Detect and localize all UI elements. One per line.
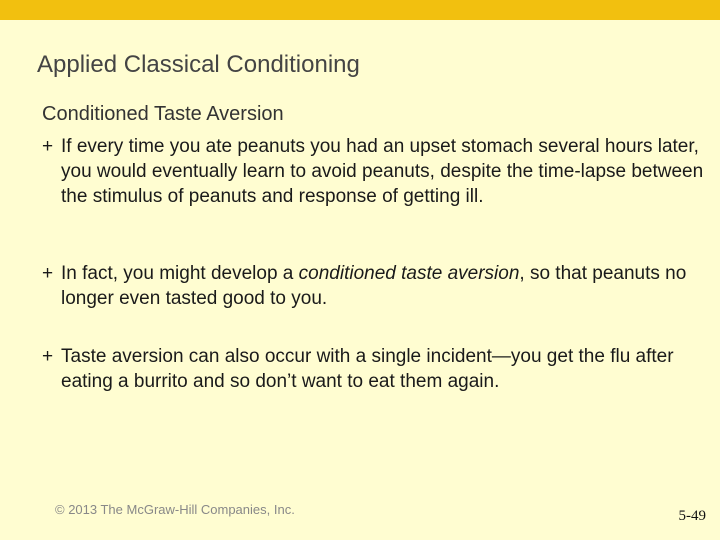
bullet-item — [42, 134, 720, 209]
bullet-text-before: In fact, you might develop a — [61, 263, 299, 284]
slide-subheading: Conditioned Taste Aversion — [42, 103, 284, 125]
bullet-item — [42, 344, 720, 394]
slide-title: Applied Classical Conditioning — [37, 51, 360, 78]
bullet-text: Taste aversion can also occur with a single incident—you get the flu after eating a burrito and so don’t want to eat them again. — [61, 346, 674, 392]
bullet-text: If every time you ate peanuts you had an upset stomach several hours later, you would eventually learn to avoid peanuts, despite the time-lapse between the stimulus of peanuts and response of getting ill. — [61, 136, 704, 207]
bullet-plus-icon: + — [42, 136, 54, 157]
top-accent-bar — [0, 0, 720, 20]
bullet-text-after: , so that peanuts no longer even tasted good to you. — [61, 263, 687, 309]
page-number: 5-49 — [678, 508, 706, 524]
bullet-plus-icon: + — [42, 346, 54, 367]
bullet-plus-icon: + — [42, 263, 54, 284]
bullet-item — [42, 261, 720, 311]
bullet-emphasis-term: conditioned taste aversion — [298, 263, 520, 284]
copyright-notice: © 2013 The McGraw-Hill Companies, Inc. — [55, 502, 295, 517]
